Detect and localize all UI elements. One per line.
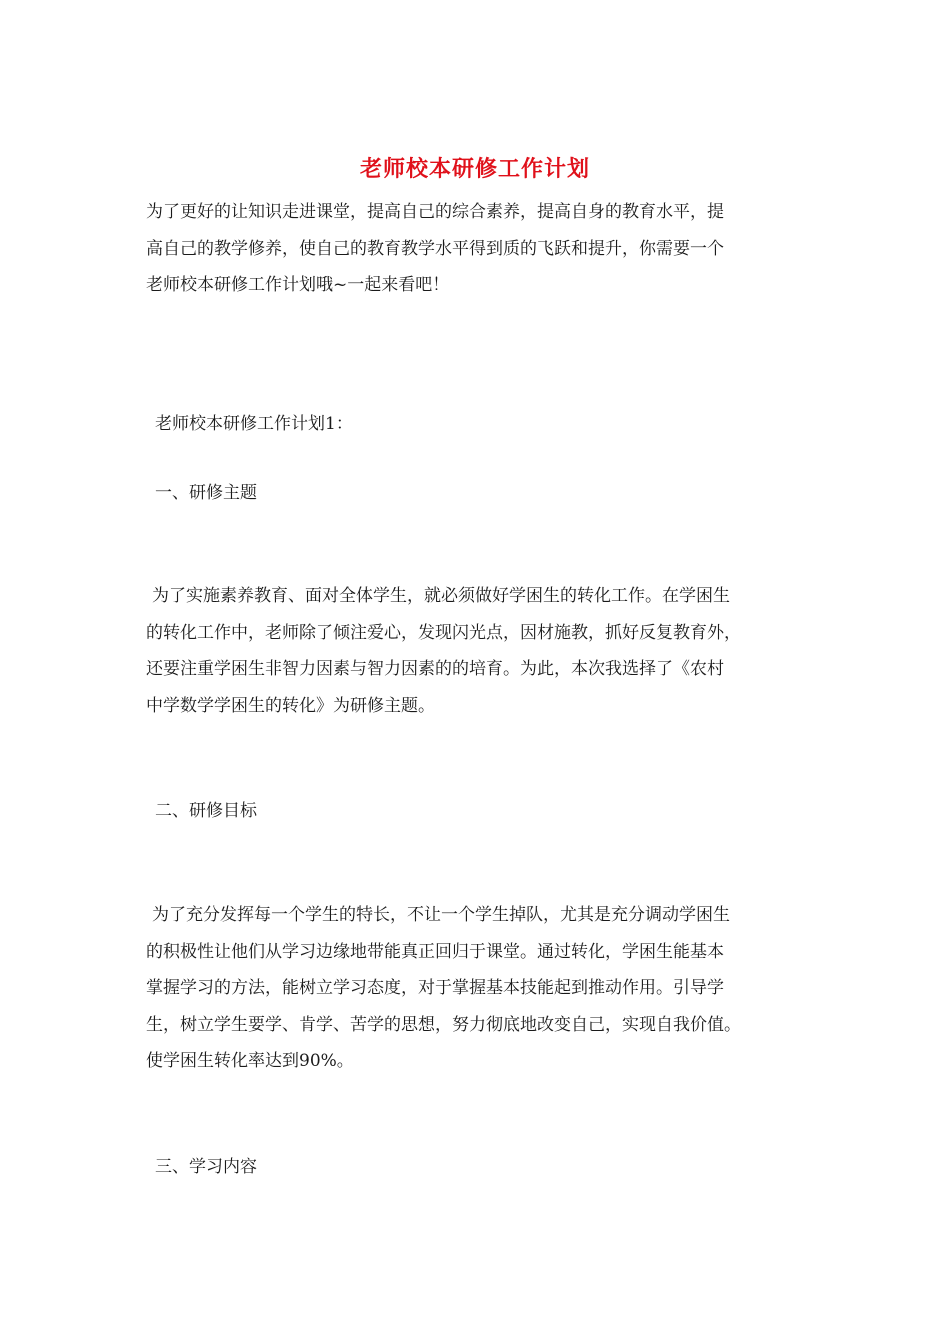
intro-line: 老师校本研修工作计划哦~一起来看吧！ xyxy=(146,275,450,295)
section-body-goal xyxy=(146,897,810,1080)
intro-line: 为了更好的让知识走进课堂，提高自己的综合素养，提高自身的教育水平，提 xyxy=(146,202,724,222)
intro-line: 高自己的教学修养，使自己的教育教学水平得到质的飞跃和提升，你需要一个 xyxy=(146,238,724,259)
body-line: 的转化工作中，老师除了倾注爱心，发现闪光点，因材施教，抓好反复教育外， xyxy=(146,622,741,643)
body-line: 使学困生转化率达到90%。 xyxy=(146,1051,354,1071)
section-heading-content: 三、学习内容 xyxy=(155,1157,257,1177)
section-body-topic xyxy=(146,578,810,724)
body-line: 中学数学学困生的转化》为研修主题。 xyxy=(146,695,435,716)
plan-label: 老师校本研修工作计划1： xyxy=(155,414,353,434)
body-line: 为了充分发挥每一个学生的特长，不让一个学生掉队，尤其是充分调动学困生 xyxy=(152,905,730,925)
section-heading-topic: 一、研修主题 xyxy=(155,483,257,503)
section-heading-goal: 二、研修目标 xyxy=(155,801,257,821)
document-title: 老师校本研修工作计划 xyxy=(359,156,590,182)
body-line: 的积极性让他们从学习边缘地带能真正回归于课堂。通过转化，学困生能基本 xyxy=(146,941,724,962)
intro-paragraph xyxy=(146,194,810,304)
body-line: 生，树立学生要学、肯学、苦学的思想，努力彻底地改变自己，实现自我价值。 xyxy=(146,1014,741,1035)
body-line: 还要注重学困生非智力因素与智力因素的的培育。为此，本次我选择了《农村 xyxy=(146,659,724,679)
body-line: 掌握学习的方法，能树立学习态度，对于掌握基本技能起到推动作用。引导学 xyxy=(146,978,724,998)
body-line: 为了实施素养教育、面对全体学生，就必须做好学困生的转化工作。在学困生 xyxy=(152,586,730,606)
